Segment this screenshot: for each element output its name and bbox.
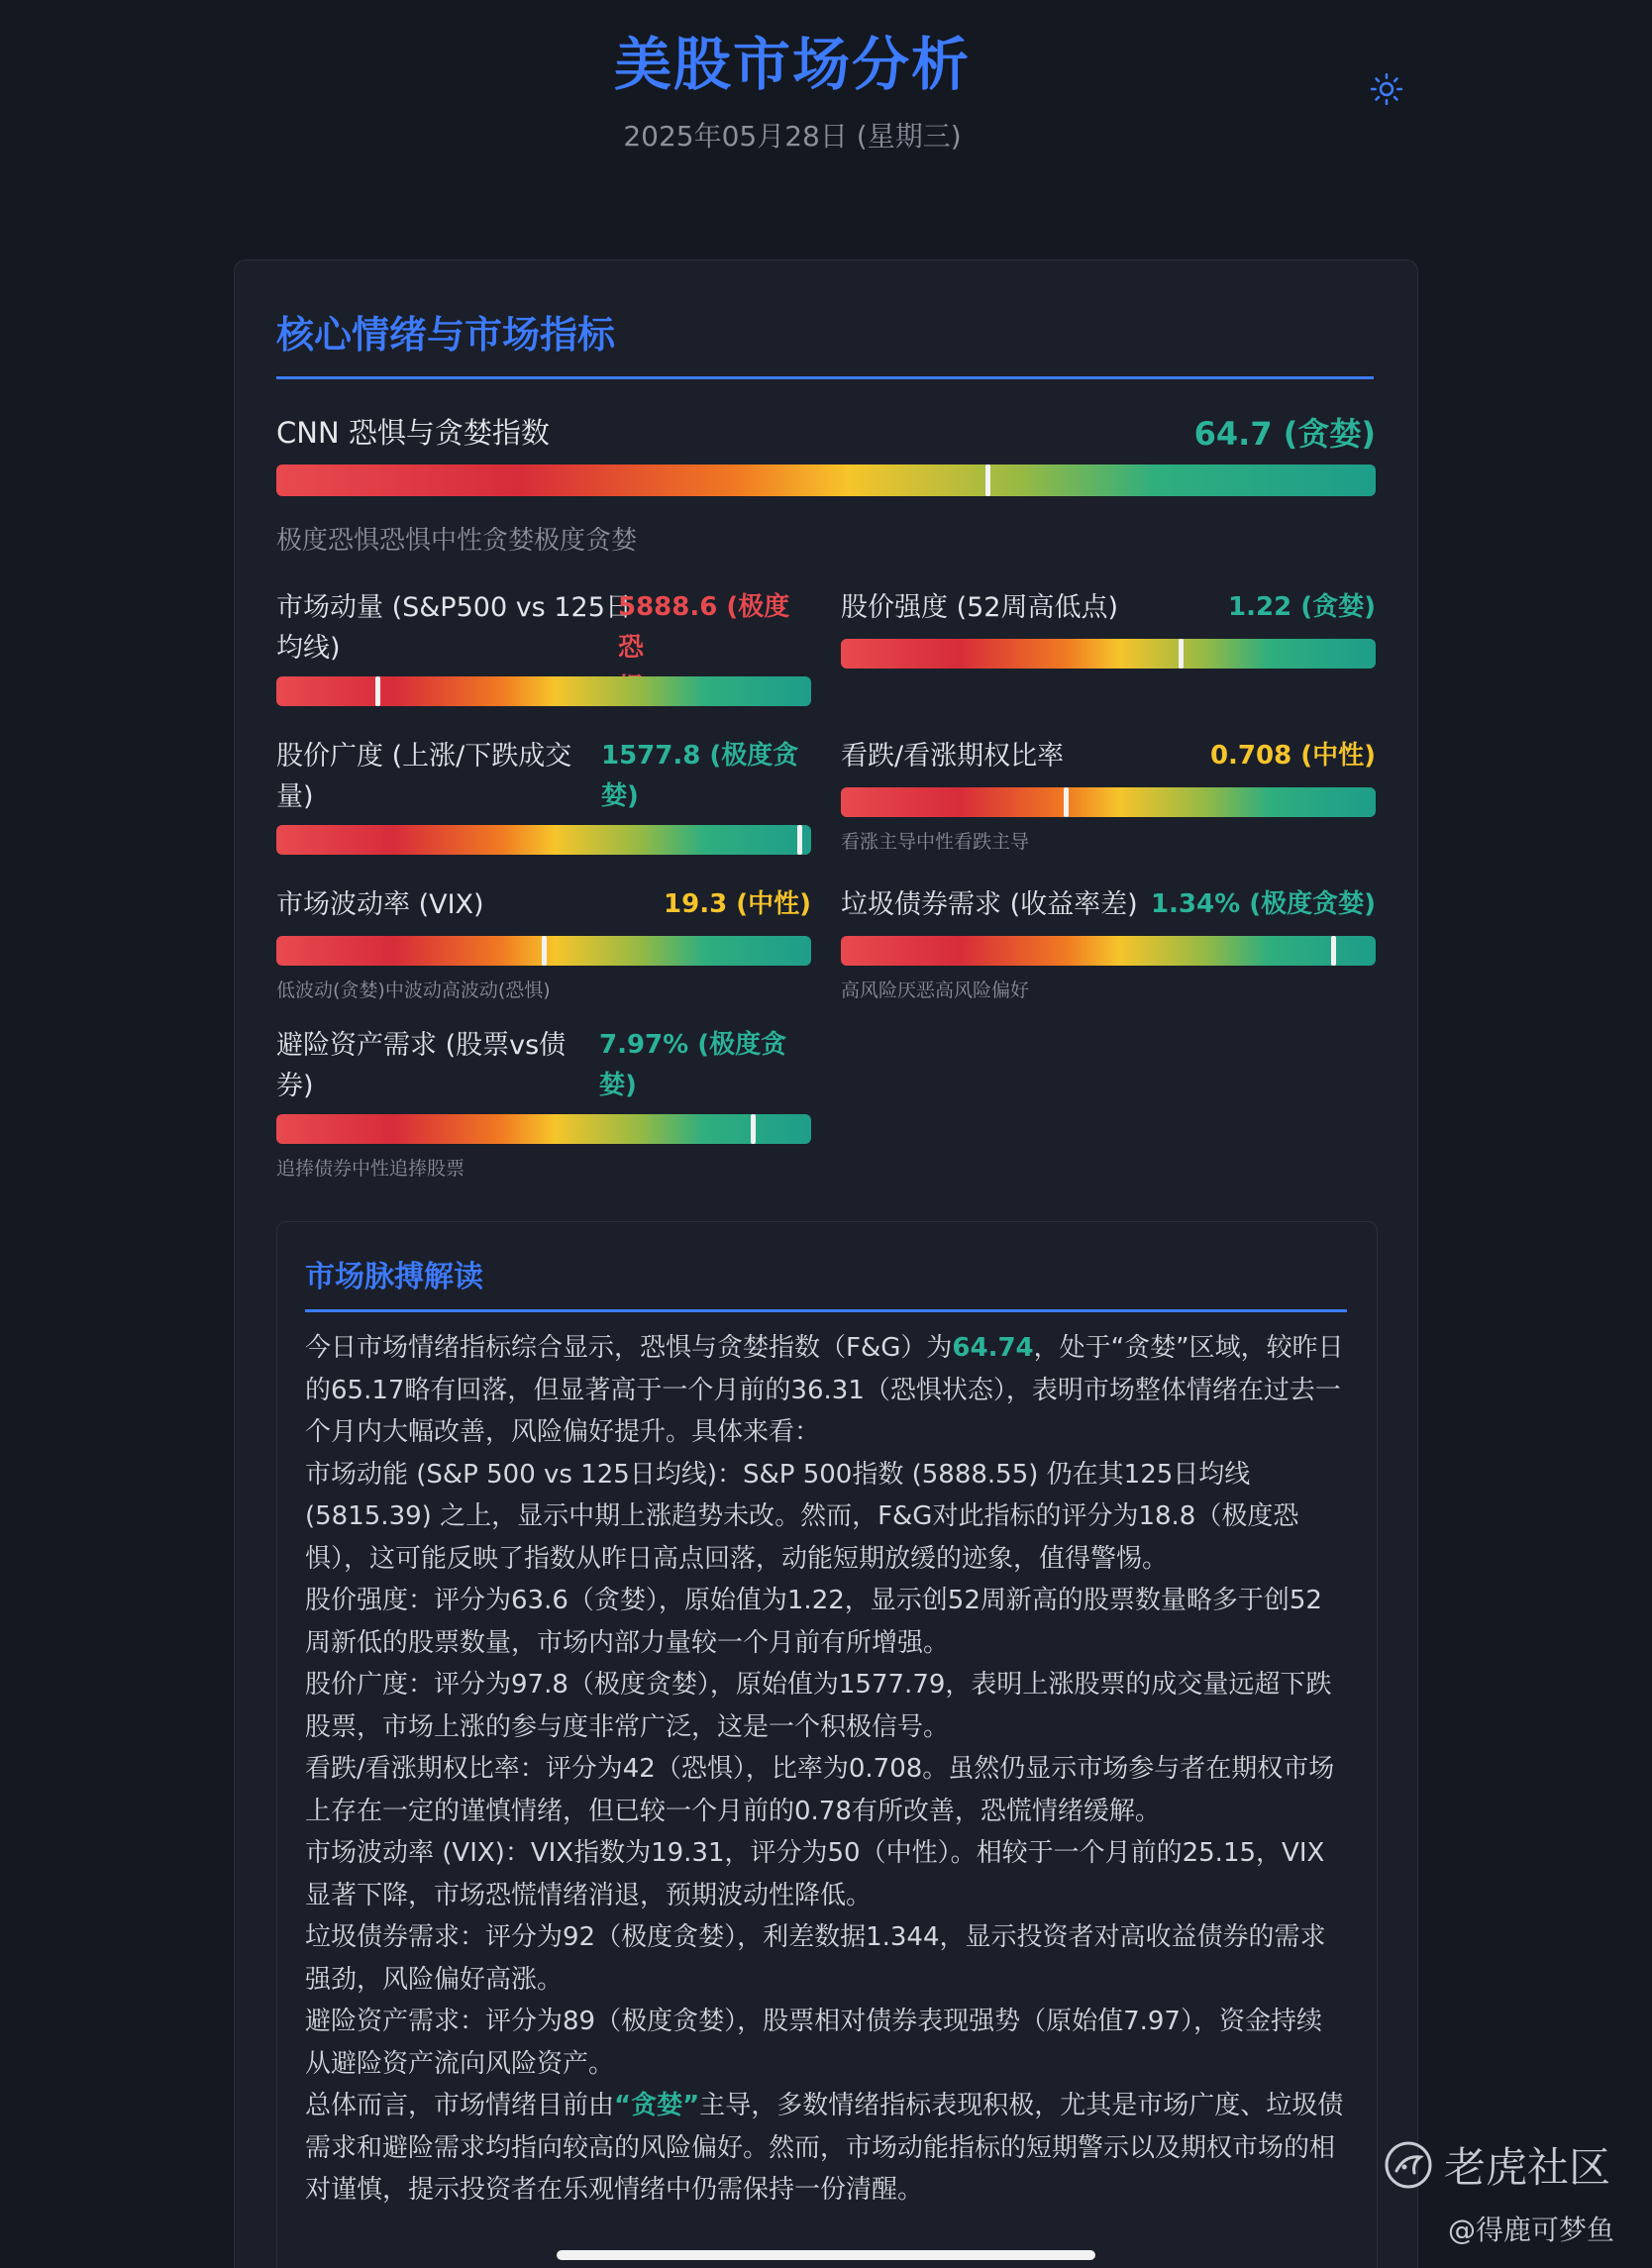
- pulse-intro: [305, 1327, 1347, 1454]
- cnn-fear-greed-index: [276, 411, 1376, 556]
- page-header: [0, 18, 1585, 155]
- indicator-scale-labels: 追捧债券中性追捧股票: [276, 1158, 465, 1180]
- indicator-gauge-bar: [841, 639, 1376, 669]
- cnn-value: 64.7 (贪婪): [1193, 415, 1376, 453]
- watermark: [1383, 2135, 1610, 2195]
- indicator-label: [841, 736, 1064, 776]
- indicator-value-line: 1577.8 (极度贪: [601, 741, 799, 771]
- indicator-value: [1210, 736, 1376, 776]
- market-pulse-body: [305, 1327, 1347, 2212]
- indicator-label-line: 看跌/看涨期权比率: [841, 741, 1065, 772]
- indicator-gauge-marker: [542, 936, 547, 966]
- pulse-intro-text: ，处于“贪婪”区域，较昨日的65.17略有回落，但显著高于一个月前的36.31（恐惧状态），表明市场整体情绪在过去一个月内大幅改善，风险偏好提升。具体来看：: [305, 1333, 1344, 1447]
- sun-icon: [1370, 72, 1403, 106]
- sentiment-card: [234, 259, 1418, 2268]
- indicator-label: [276, 587, 632, 669]
- indicator-value: [599, 1025, 786, 1106]
- indicator-gauge-marker: [375, 676, 380, 706]
- indicator-gauge-marker: [797, 825, 802, 855]
- pulse-summary-text: 主导，多数情绪指标表现积极，尤其是市场广度、垃圾债需求和避险需求均指向较高的风险偏好。然而，市场动能指标的短期警示以及期权市场的相对谨慎，提示投资者在乐观情绪中仍需保持一份清醒。: [305, 2091, 1344, 2205]
- indicator-gauge-marker: [751, 1114, 756, 1144]
- pulse-paragraph: 市场波动率 (VIX)：VIX指数为19.31，评分为50（中性）。相较于一个月前的25.15，VIX显著下降，市场恐慌情绪消退，预期波动性降低。: [305, 1838, 1325, 1910]
- cnn-gauge-bar: [276, 464, 1376, 496]
- page-date: 2025年05月28日 (星期三): [623, 120, 962, 153]
- pulse-intro-text: 今日市场情绪指标综合显示，恐惧与贪婪指数（F&G）为: [305, 1333, 953, 1363]
- indicator-value-line: 1.22 (贪婪): [1228, 592, 1376, 622]
- indicator-gauge-bar: [841, 936, 1376, 966]
- indicator-label-line: 股价强度 (52周高低点): [841, 592, 1119, 623]
- indicator-value: [601, 736, 798, 817]
- indicator-label: [276, 736, 571, 817]
- indicator-scale-labels: 高风险厌恶高风险偏好: [841, 979, 1030, 1001]
- indicator-label: [841, 884, 1138, 925]
- pulse-paragraph: 股价强度：评分为63.6（贪婪），原始值为1.22，显示创52周新高的股票数量略多于创52周新低的股票数量，市场内部力量较一个月前有所增强。: [305, 1586, 1322, 1658]
- indicator-label-line: 均线): [276, 633, 341, 664]
- indicator-value-line: 19.3 (中性): [664, 889, 811, 919]
- theme-toggle-button[interactable]: [1367, 69, 1406, 109]
- pulse-paragraph: 垃圾债券需求：评分为92（极度贪婪），利差数据1.344，显示投资者对高收益债券的需求强劲，风险偏好高涨。: [305, 1922, 1326, 1995]
- pulse-paragraph: 股价广度：评分为97.8（极度贪婪），原始值为1577.79，表明上涨股票的成交量远超下跌股票，市场上涨的参与度非常广泛，这是一个积极信号。: [305, 1670, 1332, 1742]
- page-title: 美股市场分析: [613, 31, 971, 98]
- indicator-label: [276, 884, 484, 925]
- indicator-gauge-bar: [841, 787, 1376, 817]
- indicator-value: [1151, 884, 1376, 925]
- indicator-value-line: 婪): [599, 1071, 637, 1100]
- indicator-value-line: 5888.6 (极度恐: [618, 592, 790, 663]
- pulse-summary-highlight: “贪婪”: [614, 2091, 700, 2120]
- indicator-label-line: 市场动量 (S&P500 vs 125日: [276, 592, 632, 623]
- indicator-label-line: 券): [276, 1071, 314, 1101]
- indicator-label-line: 避险资产需求 (股票vs债: [276, 1030, 567, 1061]
- indicator-label: [276, 1025, 566, 1106]
- pulse-paragraph: 避险资产需求：评分为89（极度贪婪），股票相对债券表现强势（原始值7.97），资金持续从避险资产流向风险资产。: [305, 2007, 1322, 2079]
- indicator-label-line: 市场波动率 (VIX): [276, 889, 484, 920]
- indicator-label: [841, 587, 1118, 628]
- pulse-summary: [305, 2085, 1347, 2212]
- cnn-gauge-marker: [985, 464, 990, 496]
- indicator-gauge-marker: [1179, 639, 1184, 669]
- indicator-gauge-bar: [276, 825, 811, 855]
- indicator-label-line: 垃圾债券需求 (收益率差): [841, 889, 1138, 920]
- market-pulse-panel: [276, 1221, 1378, 2268]
- cnn-scale-labels: 极度恐惧恐惧中性贪婪极度贪婪: [276, 526, 638, 556]
- indicator-gauge-marker: [1331, 936, 1336, 966]
- indicator-value-line: 婪): [601, 781, 639, 811]
- home-indicator[interactable]: [557, 2250, 1095, 2260]
- indicator-scale-labels: 看涨主导中性看跌主导: [841, 831, 1030, 853]
- indicator-label-line: 量): [276, 781, 314, 812]
- indicator-scale-labels: 低波动(贪婪)中波动高波动(恐惧): [276, 979, 551, 1001]
- market-pulse-title: 市场脉搏解读: [305, 1252, 1347, 1312]
- indicator-value-line: 1.34% (极度贪婪): [1150, 889, 1376, 919]
- section-title: 核心情绪与市场指标: [276, 304, 1374, 379]
- indicator-value-line: 7.97% (极度贪: [599, 1030, 787, 1060]
- pulse-summary-text: 总体而言，市场情绪目前由: [305, 2091, 615, 2120]
- indicator-label-line: 股价广度 (上涨/下跌成交: [276, 741, 572, 772]
- watermark-brand: 老虎社区: [1444, 2143, 1611, 2192]
- indicator-gauge-marker: [1064, 787, 1069, 817]
- indicator-value: [1228, 587, 1376, 628]
- pulse-intro-value: 64.74: [952, 1333, 1034, 1363]
- indicator-value: [664, 884, 811, 925]
- indicator-value-line: 0.708 (中性): [1209, 741, 1376, 771]
- indicator-gauge-bar: [276, 936, 811, 966]
- watermark-user: @得鹿可梦鱼: [1448, 2214, 1615, 2246]
- cnn-label: CNN 恐惧与贪婪指数: [276, 416, 550, 450]
- pulse-paragraph: 看跌/看涨期权比率：评分为42（恐惧），比率为0.708。虽然仍显示市场参与者在期权市场上存在一定的谨慎情绪，但已较一个月前的0.78有所改善，恐慌情绪缓解。: [305, 1754, 1335, 1826]
- indicator-gauge-bar: [276, 1114, 811, 1144]
- pulse-paragraph: 市场动能 (S&P 500 vs 125日均线)：S&P 500指数 (5888.55) 仍在其125日均线 (5815.39) 之上，显示中期上涨趋势未改。然而，F&G对此指标的评分为18.8（极度恐惧），这可能反映了指数从昨日高点回落，动能短期放缓的迹象，值得警惕。: [305, 1459, 1299, 1574]
- tiger-logo-icon: [1383, 2139, 1434, 2191]
- indicator-gauge-bar: [276, 676, 811, 706]
